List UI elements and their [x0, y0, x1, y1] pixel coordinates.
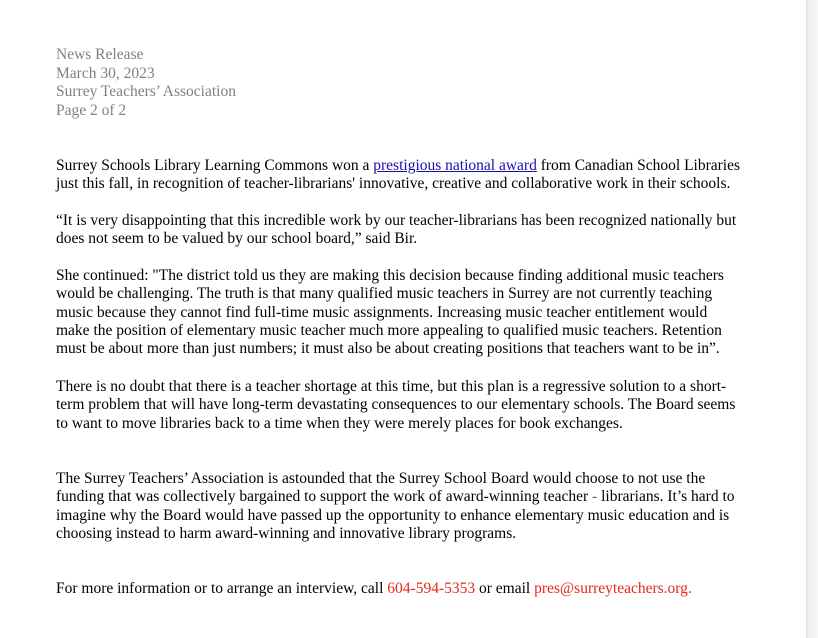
paragraph-line: would be challenging. The truth is that many qualified music teachers in Surrey are not currently teaching: [56, 285, 713, 303]
paragraph-music: [56, 267, 768, 358]
paragraph-line: does not seem to be valued by our school board,” said Bir.: [56, 230, 418, 248]
paragraph-line: make the position of elementary music teacher much more appealing to qualified music teachers. Retention: [56, 321, 722, 339]
paragraph-line: The Surrey Teachers’ Association is astounded that the Surrey School Board would choose to not use the: [56, 470, 706, 487]
paragraph-line: “It is very disappointing that this incredible work by our teacher-librarians has been recognized nationally but: [56, 212, 737, 229]
header-page-number: Page 2 of 2: [56, 101, 127, 119]
paragraph-association: [56, 470, 768, 543]
header-date: March 30, 2023: [56, 64, 155, 82]
paragraph-shortage: [56, 378, 768, 433]
paragraph-quote: [56, 212, 768, 249]
contact-email[interactable]: pres@surreyteachers.org.: [534, 580, 692, 597]
paragraph-line: Surrey Schools Library Learning Commons won a prestigious national award from Canadian School Libraries: [56, 157, 741, 174]
paragraph-line: music because they cannot find full-time music assignments. Increasing music teacher entitlement would: [56, 303, 708, 321]
paragraph-line: to want to move libraries back to a time when they were merely places for book exchanges.: [56, 414, 623, 432]
paragraph-line: There is no doubt that there is a teacher shortage at this time, but this plan is a regressive solution to a short-: [56, 378, 727, 395]
page-edge-shadow: [806, 0, 818, 638]
paragraph-line: imagine why the Board would have passed up the opportunity to enhance elementary music education and is: [56, 506, 730, 524]
paragraph-line: funding that was collectively bargained to support the work of award-winning teacher - librarians. It’s hard to: [56, 488, 735, 506]
contact-phone[interactable]: 604-594-5353: [387, 580, 476, 597]
paragraph-award: [56, 157, 768, 194]
paragraph-line: term problem that will have long-term devastating consequences to our elementary schools. The Board seems: [56, 396, 736, 414]
header-release-type: News Release: [56, 46, 144, 63]
contact-line: For more information or to arrange an interview, call 604-594-5353 or email pres@surreyteachers.org.: [56, 580, 692, 597]
paragraph-line: just this fall, in recognition of teacher-librarians' innovative, creative and collaborative work in their schools.: [56, 175, 731, 193]
header-organization: Surrey Teachers’ Association: [56, 83, 236, 100]
paragraph-line: must be about more than just numbers; it must also be about creating positions that teachers want to be in”.: [56, 340, 720, 358]
award-link[interactable]: prestigious national award: [373, 157, 537, 174]
paragraph-line: choosing instead to harm award-winning and innovative library programs.: [56, 524, 517, 542]
release-header: [56, 46, 236, 120]
paragraph-line: She continued: "The district told us they are making this decision because finding additional music teachers: [56, 267, 724, 284]
hyphen-mark: -: [592, 488, 598, 506]
